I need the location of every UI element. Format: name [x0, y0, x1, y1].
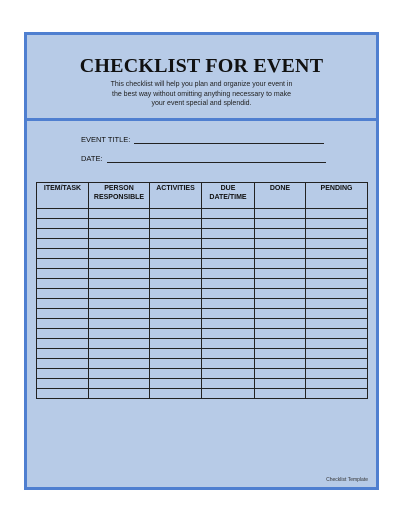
table-cell[interactable]	[150, 299, 202, 309]
table-row	[37, 219, 368, 229]
table-cell[interactable]	[150, 249, 202, 259]
table-row	[37, 329, 368, 339]
table-cell[interactable]	[150, 219, 202, 229]
table-cell[interactable]	[306, 329, 368, 339]
table-cell[interactable]	[306, 259, 368, 269]
table-cell[interactable]	[202, 219, 255, 229]
table-cell[interactable]	[37, 249, 89, 259]
table-cell[interactable]	[202, 249, 255, 259]
table-cell[interactable]	[150, 329, 202, 339]
table-cell[interactable]	[150, 239, 202, 249]
date-field	[81, 154, 326, 163]
checklist-table	[36, 182, 368, 399]
table-cell[interactable]	[89, 389, 150, 399]
table-cell[interactable]	[89, 229, 150, 239]
table-cell[interactable]	[37, 269, 89, 279]
table-cell[interactable]	[37, 389, 89, 399]
table-row	[37, 369, 368, 379]
table-cell[interactable]	[150, 379, 202, 389]
table-cell[interactable]	[37, 299, 89, 309]
table-cell[interactable]	[306, 319, 368, 329]
description-line: the best way without omitting anything necessary to make	[112, 90, 291, 98]
table-cell[interactable]	[37, 319, 89, 329]
description-line: This checklist will help you plan and organize your event in	[110, 81, 293, 88]
event-title-field	[81, 135, 324, 144]
table-row	[37, 339, 368, 349]
table-cell[interactable]	[255, 259, 306, 269]
table-cell[interactable]	[202, 229, 255, 239]
header-due-date-time: DUE DATE/TIME	[202, 183, 255, 209]
table-row	[37, 269, 368, 279]
table-row	[37, 309, 368, 319]
table-cell[interactable]	[306, 349, 368, 359]
table-cell[interactable]	[37, 309, 89, 319]
table-row	[37, 379, 368, 389]
table-row	[37, 209, 368, 219]
table-cell[interactable]	[37, 339, 89, 349]
table-cell[interactable]	[89, 269, 150, 279]
table-cell[interactable]	[89, 369, 150, 379]
header-activities: ACTIVITIES	[150, 183, 202, 209]
table-cell[interactable]	[255, 389, 306, 399]
table-cell[interactable]	[306, 369, 368, 379]
table-cell[interactable]	[37, 289, 89, 299]
table-cell[interactable]	[89, 279, 150, 289]
table-cell[interactable]	[37, 329, 89, 339]
table-cell[interactable]	[255, 219, 306, 229]
table-cell[interactable]	[89, 259, 150, 269]
table-cell[interactable]	[306, 239, 368, 249]
date-label: DATE:	[81, 154, 103, 163]
table-cell[interactable]	[202, 209, 255, 219]
header-person-responsible: PERSON RESPONSIBLE	[89, 183, 150, 209]
table-row	[37, 359, 368, 369]
table-cell[interactable]	[306, 359, 368, 369]
table-cell[interactable]	[255, 289, 306, 299]
table-cell[interactable]	[150, 259, 202, 269]
table-body	[37, 209, 368, 399]
table-row	[37, 239, 368, 249]
table-cell[interactable]	[255, 349, 306, 359]
page-title: CHECKLIST FOR EVENT	[79, 55, 324, 77]
table-cell[interactable]	[306, 389, 368, 399]
table-cell[interactable]	[202, 379, 255, 389]
table-cell[interactable]	[306, 379, 368, 389]
table-row	[37, 229, 368, 239]
header-done: DONE	[255, 183, 306, 209]
table-cell[interactable]	[202, 279, 255, 289]
table-row	[37, 289, 368, 299]
table-cell[interactable]	[255, 369, 306, 379]
table-cell[interactable]	[89, 319, 150, 329]
table-cell[interactable]	[37, 279, 89, 289]
table-cell[interactable]	[150, 269, 202, 279]
table-cell[interactable]	[255, 239, 306, 249]
table-cell[interactable]	[255, 209, 306, 219]
table-cell[interactable]	[306, 229, 368, 239]
table-cell[interactable]	[150, 369, 202, 379]
table-cell[interactable]	[202, 319, 255, 329]
table-cell[interactable]	[37, 239, 89, 249]
table-cell[interactable]	[89, 239, 150, 249]
table-cell[interactable]	[202, 369, 255, 379]
description	[87, 80, 316, 109]
table-cell[interactable]	[202, 269, 255, 279]
table-cell[interactable]	[150, 309, 202, 319]
event-title-label: EVENT TITLE:	[81, 135, 131, 144]
table-cell[interactable]	[89, 379, 150, 389]
table-header-row	[37, 183, 368, 209]
table-cell[interactable]	[37, 259, 89, 269]
table-cell[interactable]	[89, 339, 150, 349]
table-cell[interactable]	[202, 239, 255, 249]
checklist-page	[24, 32, 379, 490]
table-cell[interactable]	[255, 359, 306, 369]
table-cell[interactable]	[150, 279, 202, 289]
table-cell[interactable]	[255, 229, 306, 239]
table-row	[37, 349, 368, 359]
table-row	[37, 319, 368, 329]
table-cell[interactable]	[202, 389, 255, 399]
table-cell[interactable]	[255, 379, 306, 389]
date-input-line[interactable]	[107, 154, 326, 163]
table-cell[interactable]	[306, 299, 368, 309]
table-cell[interactable]	[150, 389, 202, 399]
table-cell[interactable]	[202, 339, 255, 349]
footer-label: Checklist Template	[326, 477, 368, 483]
table-row	[37, 259, 368, 269]
table-cell[interactable]	[37, 209, 89, 219]
header-pending: PENDING	[306, 183, 368, 209]
section-divider	[27, 118, 376, 121]
table-cell[interactable]	[306, 249, 368, 259]
table-cell[interactable]	[89, 349, 150, 359]
table-cell[interactable]	[306, 219, 368, 229]
table-cell[interactable]	[255, 339, 306, 349]
table-cell[interactable]	[202, 329, 255, 339]
header-item-task: ITEM/TASK	[37, 183, 89, 209]
table-cell[interactable]	[37, 349, 89, 359]
table-cell[interactable]	[202, 309, 255, 319]
table-cell[interactable]	[37, 219, 89, 229]
table-cell[interactable]	[306, 309, 368, 319]
table-cell[interactable]	[150, 209, 202, 219]
table-cell[interactable]	[89, 309, 150, 319]
table-cell[interactable]	[202, 289, 255, 299]
table-cell[interactable]	[255, 329, 306, 339]
table-cell[interactable]	[89, 219, 150, 229]
table-cell[interactable]	[255, 269, 306, 279]
table-cell[interactable]	[150, 319, 202, 329]
table-cell[interactable]	[150, 349, 202, 359]
table-cell[interactable]	[255, 319, 306, 329]
table-cell[interactable]	[89, 289, 150, 299]
table-cell[interactable]	[306, 279, 368, 289]
table-row	[37, 279, 368, 289]
table-row	[37, 249, 368, 259]
table-cell[interactable]	[202, 349, 255, 359]
event-title-input-line[interactable]	[134, 135, 324, 144]
table-cell[interactable]	[89, 359, 150, 369]
table-cell[interactable]	[202, 259, 255, 269]
table-cell[interactable]	[37, 359, 89, 369]
table-cell[interactable]	[202, 299, 255, 309]
table-cell[interactable]	[255, 299, 306, 309]
table-cell[interactable]	[89, 329, 150, 339]
table-cell[interactable]	[89, 249, 150, 259]
description-line: your event special and splendid.	[151, 100, 252, 107]
table-cell[interactable]	[306, 269, 368, 279]
table-cell[interactable]	[89, 209, 150, 219]
table-cell[interactable]	[255, 279, 306, 289]
table-cell[interactable]	[150, 289, 202, 299]
table-cell[interactable]	[37, 369, 89, 379]
table-cell[interactable]	[306, 209, 368, 219]
table-cell[interactable]	[150, 339, 202, 349]
table-cell[interactable]	[306, 339, 368, 349]
table-cell[interactable]	[255, 249, 306, 259]
table-row	[37, 389, 368, 399]
table-cell[interactable]	[150, 229, 202, 239]
header-section	[27, 35, 376, 118]
table-cell[interactable]	[37, 379, 89, 389]
table-cell[interactable]	[202, 359, 255, 369]
table-cell[interactable]	[37, 229, 89, 239]
table-cell[interactable]	[255, 309, 306, 319]
table-cell[interactable]	[150, 359, 202, 369]
table-cell[interactable]	[89, 299, 150, 309]
table-cell[interactable]	[306, 289, 368, 299]
table-row	[37, 299, 368, 309]
